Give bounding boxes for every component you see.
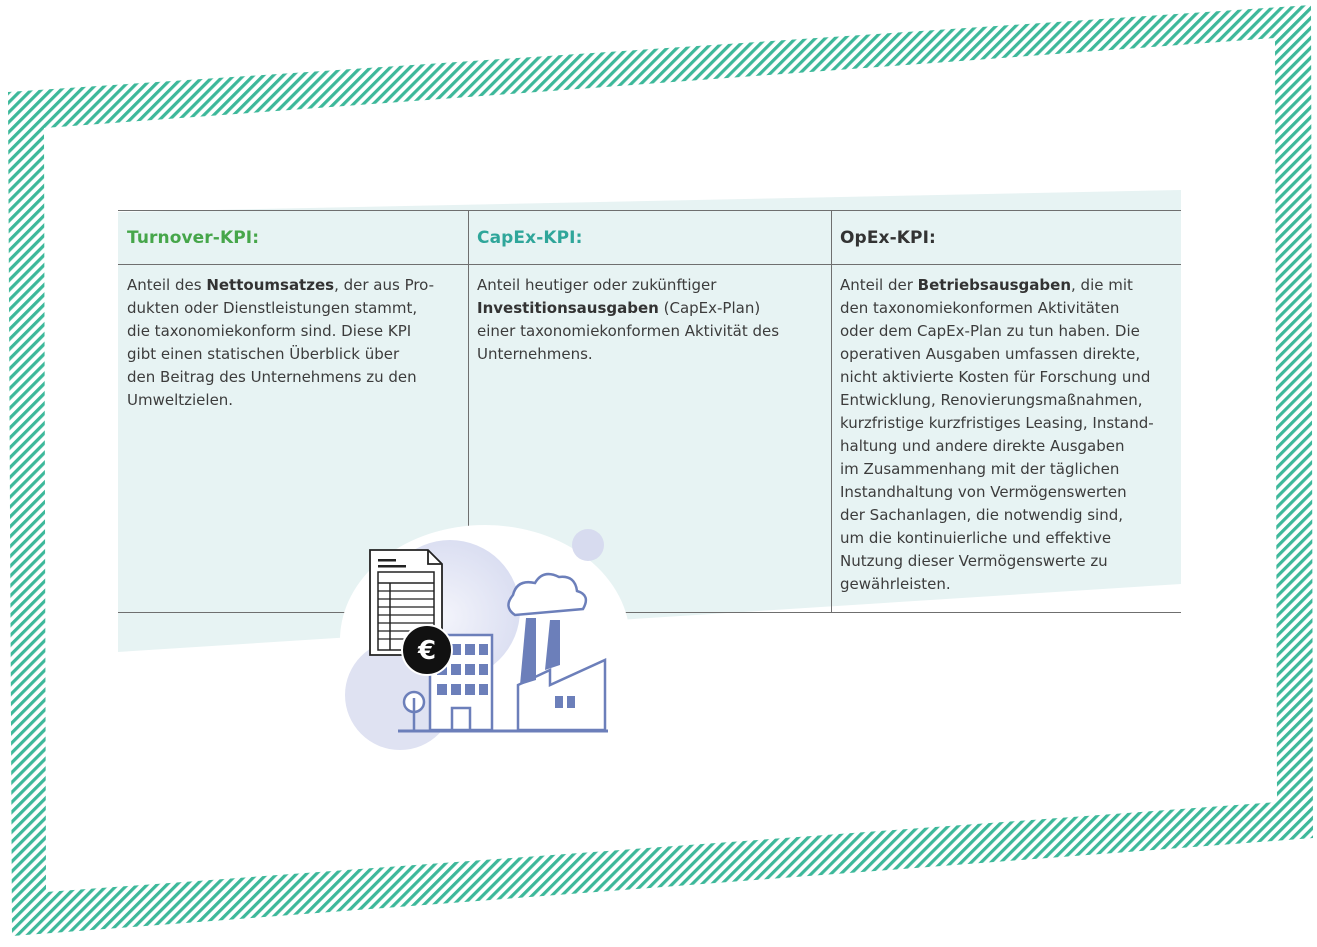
text-segment: Anteil der — [840, 276, 918, 294]
capex-kpi-description — [477, 274, 817, 366]
bold-term: Nettoumsatzes — [206, 276, 335, 294]
text-segment: , der aus Pro- dukten oder Dienstleistungen stammt, die taxonomiekonform sind. Diese KPI gibt einen statischen Überblick über den Beitrag des Unternehmens zu den Umweltzielen. — [127, 276, 435, 409]
company-finance-illustration — [340, 520, 630, 750]
opex-kpi-column — [831, 210, 1181, 613]
bold-term: Investitionsausgaben — [477, 299, 659, 317]
euro-coin-icon — [402, 625, 452, 675]
kpi-table — [118, 210, 1181, 613]
capex-kpi-title: CapEx-KPI: — [477, 228, 583, 248]
bold-term: Betriebsausgaben — [917, 276, 1072, 294]
opex-kpi-description — [840, 274, 1167, 596]
text-segment: Anteil heutiger oder zukünftiger — [477, 276, 717, 294]
text-segment: (CapEx-Plan) einer taxonomiekonformen Aktivität des Unternehmens. — [477, 299, 780, 363]
currency-symbol: € — [417, 636, 437, 666]
column-header — [118, 210, 468, 265]
text-segment: , die mit den taxonomiekonformen Aktivitäten oder dem CapEx-Plan zu tun haben. Die operativen Ausgaben umfassen direkte, nicht aktivierte Kosten für Forschung und Entwicklung, Renovierungsmaßnahmen, kurzfristige kurzfristiges Leasing, Instand- haltung und andere direkte Ausgaben im Zusammenhang mit der täglichen Instandhaltung von Vermögenswerten der Sachanlagen, die notwendig sind, um die kontinuierliche und effektive Nutzung dieser Vermögenswerte zu gewährleisten. — [840, 276, 1154, 593]
text-segment: Anteil des — [127, 276, 207, 294]
column-header — [468, 210, 831, 265]
turnover-kpi-description — [127, 274, 454, 412]
bubble-icon — [572, 529, 604, 561]
column-header — [831, 210, 1181, 265]
opex-kpi-title: OpEx-KPI: — [840, 228, 936, 248]
turnover-kpi-title: Turnover-KPI: — [127, 228, 260, 248]
